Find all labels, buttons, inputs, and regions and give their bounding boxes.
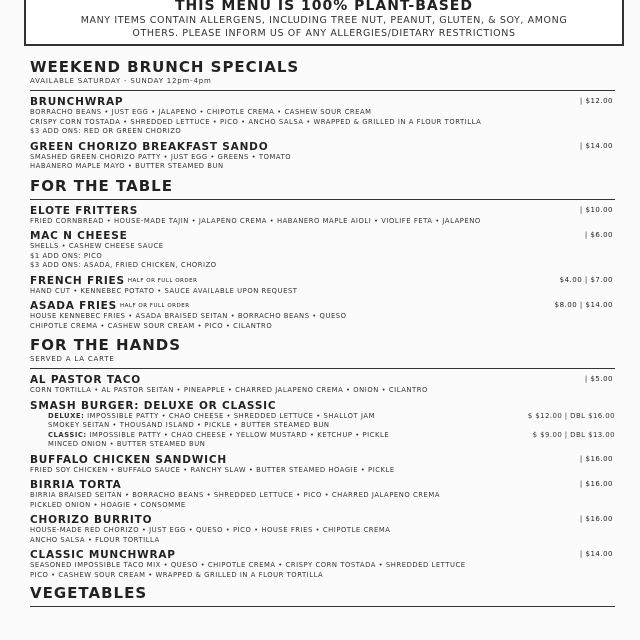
burger-deluxe-line xyxy=(30,412,615,422)
menu-item-classic-munchwrap xyxy=(30,549,615,580)
item-description: BORRACHO BEANS • JUST EGG • JALAPENO • CHIPOTLE CREMA • CASHEW SOUR CREAM xyxy=(30,108,372,116)
menu-content xyxy=(30,58,615,612)
section-title-vegetables: VEGETABLES xyxy=(30,584,148,602)
menu-item-french-fries xyxy=(30,275,615,297)
classic-label: CLASSIC: xyxy=(48,430,87,439)
deluxe-description: IMPOSSIBLE PATTY • CHAO CHEESE • SHREDDED LETTUCE • SHALLOT JAM xyxy=(87,411,375,420)
item-description: HOUSE-MADE RED CHORIZO • JUST EGG • QUESO • PICO • HOUSE FRIES • CHIPOTLE CREMA xyxy=(30,526,391,534)
section-title-brunch: WEEKEND BRUNCH SPECIALS xyxy=(30,58,300,76)
item-name-text: FRENCH FRIES xyxy=(30,274,125,287)
menu-item-elote-fritters xyxy=(30,205,615,227)
burger-classic-line xyxy=(30,431,615,441)
section-subtitle-brunch: AVAILABLE SATURDAY - SUNDAY 12pm-4pm xyxy=(30,77,212,85)
item-description: CRISPY CORN TOSTADA • SHREDDED LETTUCE • PICO • ANCHO SALSA • WRAPPED & GRILLED IN A FLOUR TORTILLA xyxy=(30,117,482,126)
item-name: BUFFALO CHICKEN SANDWICH xyxy=(30,453,227,466)
item-name: AL PASTOR TACO xyxy=(30,374,142,386)
deluxe-price: $ $12.00 | DBL $16.00 xyxy=(527,411,615,420)
classic-description: IMPOSSIBLE PATTY • CHAO CHEESE • YELLOW MUSTARD • KETCHUP • PICKLE xyxy=(89,430,390,439)
section-divider xyxy=(30,199,615,200)
menu-item-brunchwrap xyxy=(30,96,615,137)
menu-item-asada-fries xyxy=(30,300,615,331)
plant-based-banner xyxy=(24,0,624,46)
item-price: | $10.00 xyxy=(579,205,613,214)
item-addons: $3 ADD ONS: RED OR GREEN CHORIZO xyxy=(30,127,182,135)
item-price: | $16.00 xyxy=(579,454,613,463)
item-size-note: HALF OR FULL ORDER xyxy=(120,303,190,309)
item-name: MAC N CHEESE xyxy=(30,230,128,242)
item-price: | $6.00 xyxy=(584,231,613,239)
item-price: | $14.00 xyxy=(579,141,613,150)
item-description: SMASHED GREEN CHORIZO PATTY • JUST EGG • GREENS • TOMATO xyxy=(30,152,292,161)
section-title-hands: FOR THE HANDS xyxy=(30,336,181,354)
item-price: | $16.00 xyxy=(579,515,613,523)
item-description: ANCHO SALSA • FLOUR TORTILLA xyxy=(30,535,160,544)
allergen-notice-line-1: MANY ITEMS CONTAIN ALLERGENS, INCLUDING TREE NUT, PEANUT, GLUTEN, & SOY, AMONG xyxy=(80,15,568,26)
menu-item-mac-n-cheese xyxy=(30,230,615,271)
item-description: HABANERO MAPLE MAYO • BUTTER STEAMED BUN xyxy=(30,162,224,170)
section-divider xyxy=(30,90,615,91)
item-name: GREEN CHORIZO BREAKFAST SANDO xyxy=(30,140,269,153)
item-price: | $14.00 xyxy=(579,550,613,558)
item-description: SEASONED IMPOSSIBLE TACO MIX • QUESO • CHIPOTLE CREMA • CRISPY CORN TOSTADA • SHREDDED LETTUCE xyxy=(30,561,466,569)
section-subtitle-hands: SERVED A LA CARTE xyxy=(30,355,115,363)
item-name: BIRRIA TORTA xyxy=(30,479,122,491)
section-title-table: FOR THE TABLE xyxy=(30,176,173,195)
item-name xyxy=(30,275,615,287)
menu-item-buffalo-chicken-sandwich xyxy=(30,454,615,476)
menu-item-chorizo-burrito xyxy=(30,514,615,545)
section-divider xyxy=(30,606,615,607)
item-name: BRUNCHWRAP xyxy=(30,96,124,108)
item-size-note: HALF OR FULL ORDER xyxy=(127,277,198,284)
item-description: FRIED SOY CHICKEN • BUFFALO SAUCE • RANCHY SLAW • BUTTER STEAMED HOAGIE • PICKLE xyxy=(30,465,395,474)
classic-price: $ $9.00 | DBL $13.00 xyxy=(532,430,615,439)
item-addons: $1 ADD ONS: PICO xyxy=(30,251,103,260)
item-name-text: ASADA FRIES xyxy=(30,300,118,312)
item-name: CLASSIC MUNCHWRAP xyxy=(30,549,176,561)
item-price: | $16.00 xyxy=(579,480,613,488)
item-description: PICO • CASHEW SOUR CREAM • WRAPPED & GRILLED IN A FLOUR TORTILLA xyxy=(30,570,324,579)
item-name: CHORIZO BURRITO xyxy=(30,514,153,526)
item-name: SMASH BURGER: DELUXE OR CLASSIC xyxy=(30,399,277,412)
allergen-notice-line-2: OTHERS. PLEASE INFORM US OF ANY ALLERGIES/DIETARY RESTRICTIONS xyxy=(132,28,516,39)
item-description: FRIED CORNBREAD • HOUSE-MADE TAJIN • JALAPENO CREMA • HABANERO MAPLE AIOLI • VIOLIFE FETA • JALAPENO xyxy=(30,216,481,225)
menu-item-green-chorizo-sando xyxy=(30,141,615,172)
item-description: PICKLED ONION • HOAGIE • CONSOMME xyxy=(30,500,186,509)
banner-title: THIS MENU IS 100% PLANT-BASED xyxy=(175,0,473,14)
deluxe-label: DELUXE: xyxy=(48,411,85,420)
item-description: CORN TORTILLA • AL PASTOR SEITAN • PINEAPPLE • CHARRED JALAPENO CREMA • ONION • CILANTRO xyxy=(30,386,428,394)
item-name xyxy=(30,300,615,312)
menu-item-birria-torta xyxy=(30,479,615,510)
item-description: HOUSE KENNEBEC FRIES • ASADA BRAISED SEITAN • BORRACHO BEANS • QUESO xyxy=(30,312,347,320)
item-price: | $5.00 xyxy=(584,375,613,383)
item-name: ELOTE FRITTERS xyxy=(30,204,139,217)
item-price: $4.00 | $7.00 xyxy=(559,275,613,284)
item-description: BIRRIA BRAISED SEITAN • BORRACHO BEANS • SHREDDED LETTUCE • PICO • CHARRED JALAPENO CREMA xyxy=(30,491,441,499)
item-price: | $12.00 xyxy=(579,97,613,105)
menu-item-smash-burger xyxy=(30,400,615,450)
item-description: MINCED ONION • BUTTER STEAMED BUN xyxy=(48,440,206,448)
section-divider xyxy=(30,368,615,369)
item-price: $8.00 | $14.00 xyxy=(554,301,613,309)
item-description: HAND CUT • KENNEBEC POTATO • SAUCE AVAILABLE UPON REQUEST xyxy=(30,286,298,295)
item-description: SHELLS • CASHEW CHEESE SAUCE xyxy=(30,242,164,250)
menu-item-al-pastor-taco xyxy=(30,374,615,396)
item-description: SMOKEY SEITAN • THOUSAND ISLAND • PICKLE • BUTTER STEAMED BUN xyxy=(48,421,330,429)
item-addons: $3 ADD ONS: ASADA, FRIED CHICKEN, CHORIZO xyxy=(30,261,217,269)
item-description: CHIPOTLE CREMA • CASHEW SOUR CREAM • PICO • CILANTRO xyxy=(30,321,273,330)
